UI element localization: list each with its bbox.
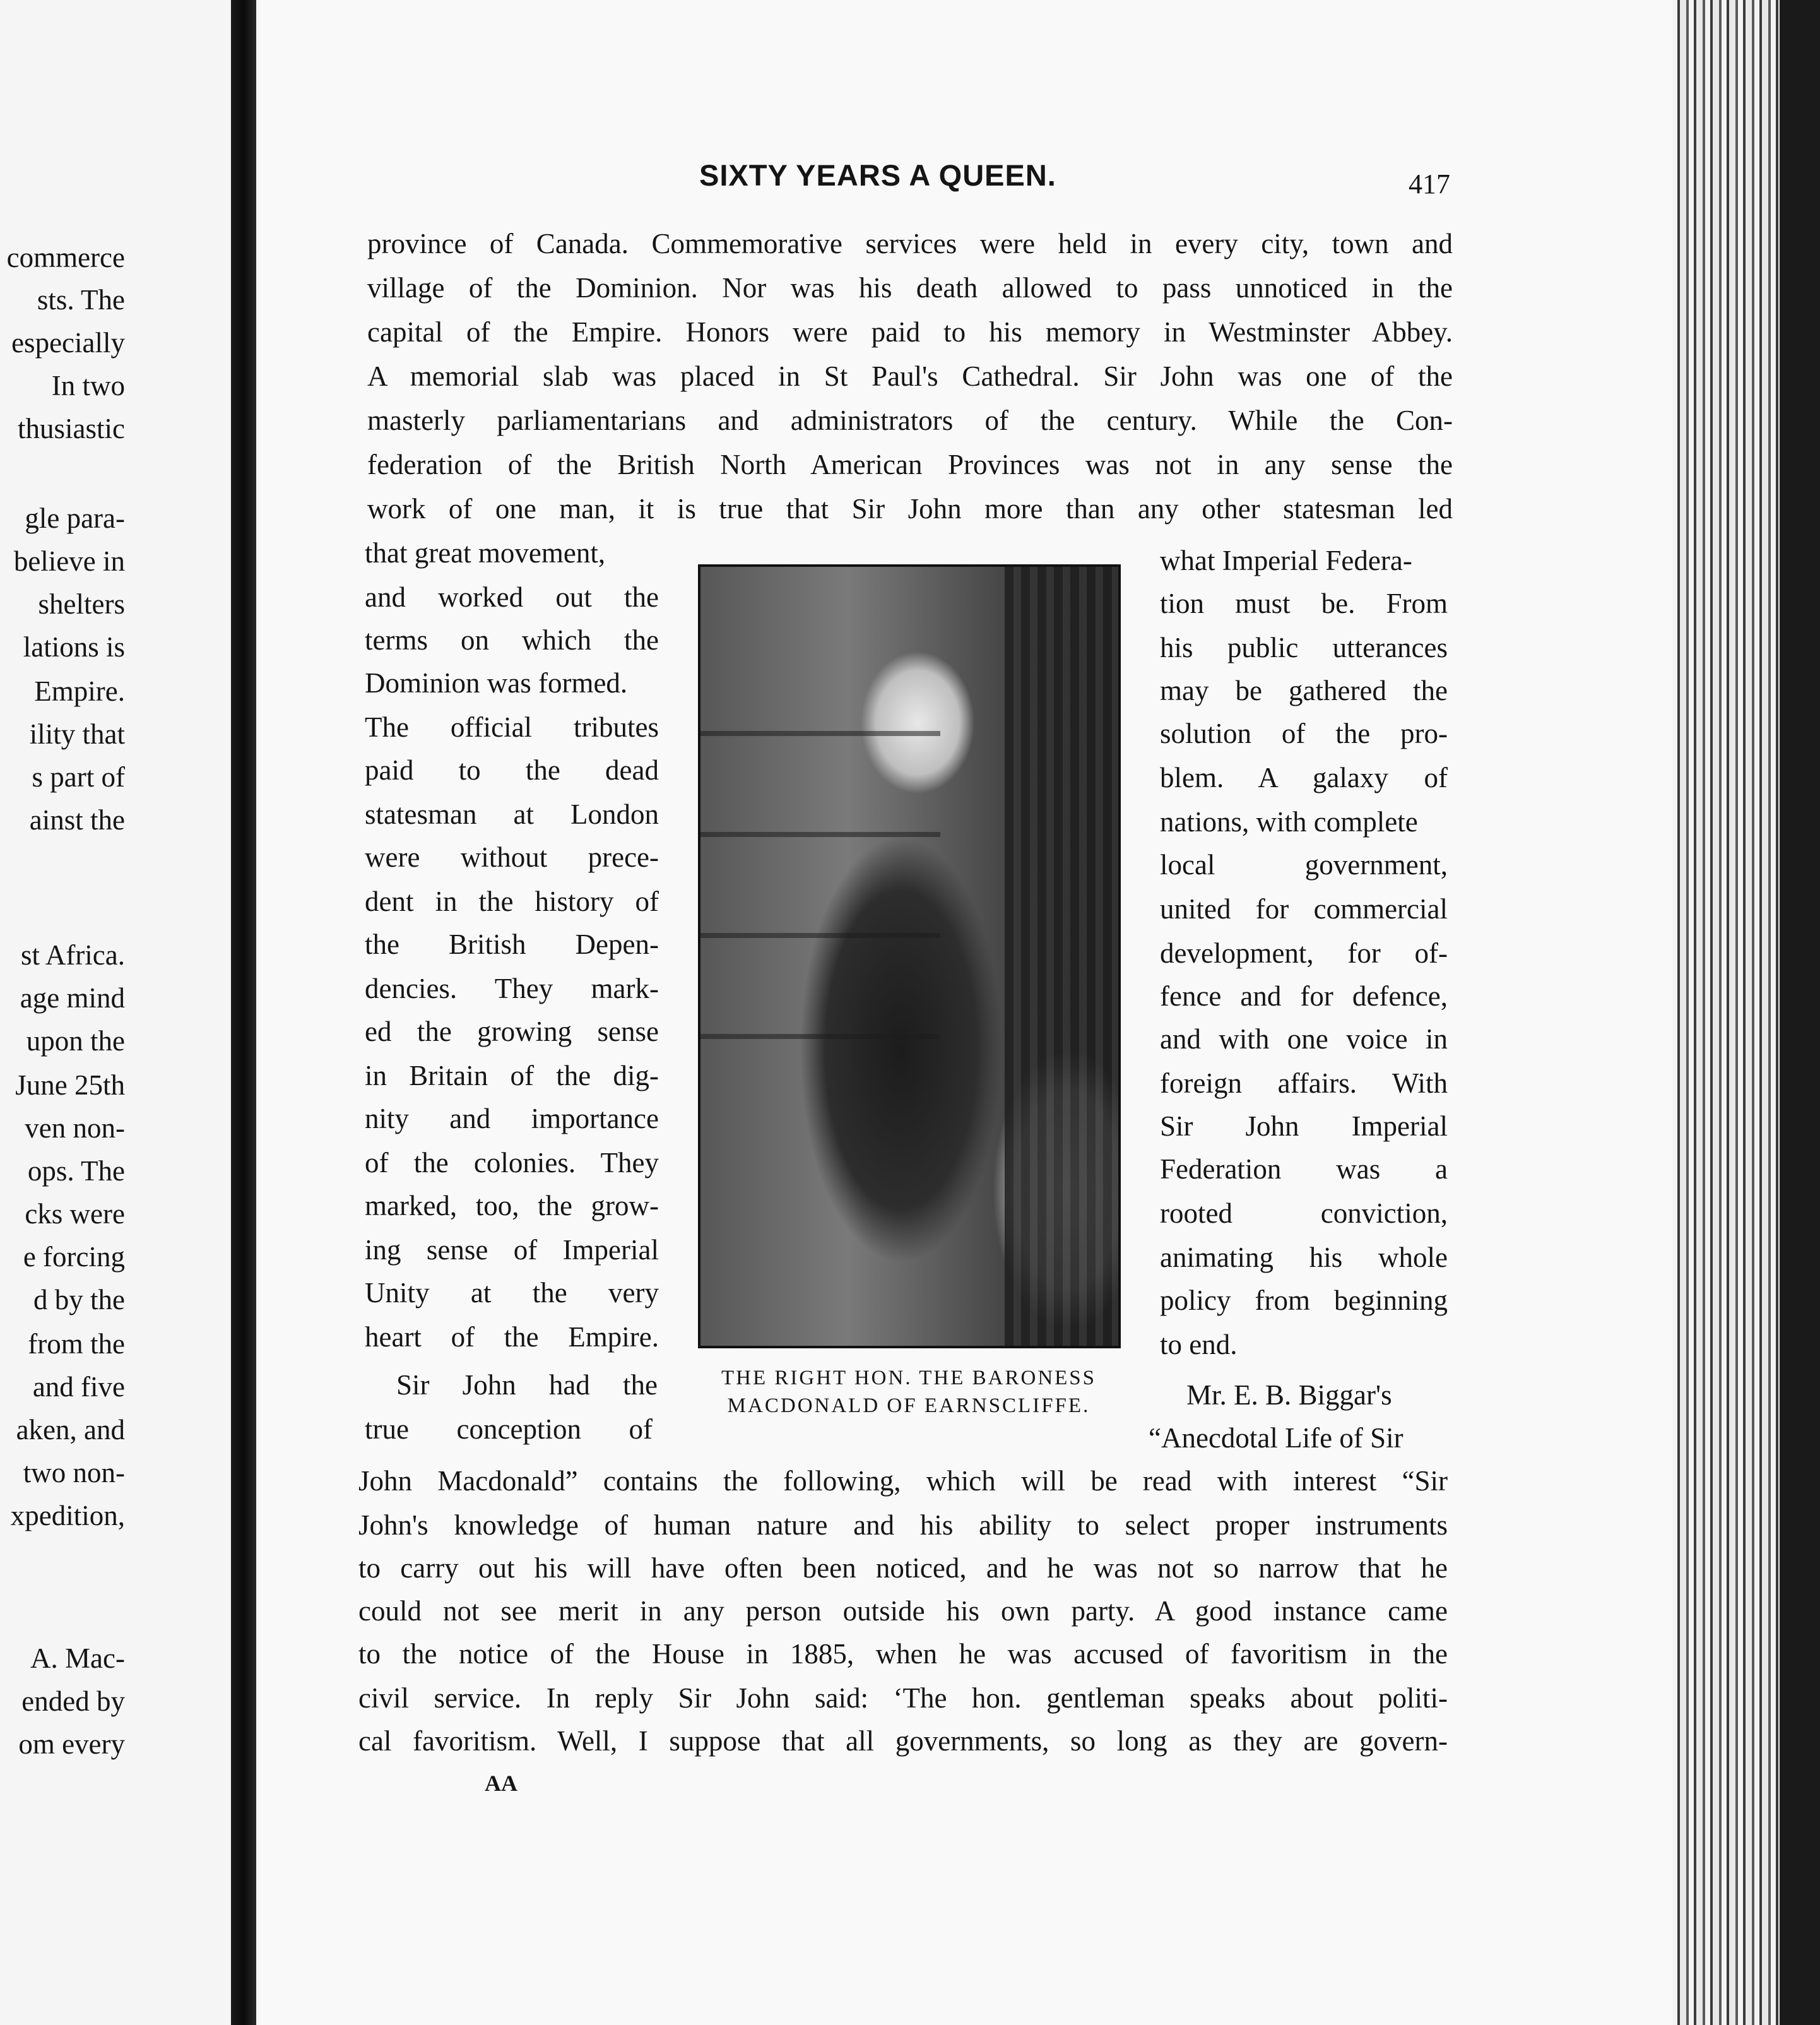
portrait-shelf bbox=[700, 933, 940, 938]
left-text-line: e forcing bbox=[23, 1241, 125, 1273]
left-text-line: age mind bbox=[20, 982, 125, 1014]
left-text-line: and five bbox=[32, 1371, 125, 1403]
right-column-line: animating his whole bbox=[1160, 1242, 1448, 1273]
left-text-line: sts. The bbox=[37, 284, 125, 316]
left-text-line: two non- bbox=[23, 1457, 125, 1488]
left-text-line: from the bbox=[28, 1328, 125, 1360]
left-column-line: nity and importance bbox=[365, 1103, 659, 1134]
portrait-shelf bbox=[700, 1034, 940, 1039]
left-text-line: In two bbox=[51, 370, 125, 401]
right-column-line: his public utterances bbox=[1160, 632, 1448, 663]
left-text-line: ainst the bbox=[29, 804, 125, 836]
portrait-photograph bbox=[698, 564, 1121, 1348]
right-column-line: policy from beginning bbox=[1160, 1285, 1448, 1316]
page-number: 417 bbox=[1409, 169, 1450, 199]
body-line: A memorial slab was placed in St Paul's Cathedral. Sir John was one of the bbox=[367, 360, 1453, 392]
signature-mark: AA bbox=[485, 1771, 517, 1796]
left-text-line: believe in bbox=[13, 545, 125, 577]
running-head: SIXTY YEARS A QUEEN. bbox=[699, 158, 1056, 192]
left-page-fragment bbox=[0, 0, 231, 2025]
right-column-line: Mr. E. B. Biggar's bbox=[1186, 1379, 1392, 1411]
left-column-line: dencies. They mark- bbox=[365, 973, 659, 1004]
right-column-line: rooted conviction, bbox=[1160, 1197, 1448, 1229]
right-column-line: Sir John Imperial bbox=[1160, 1110, 1448, 1142]
left-column-line: terms on which the bbox=[365, 624, 659, 656]
body-line: to the notice of the House in 1885, when he was accused of favoritism in the bbox=[358, 1638, 1448, 1670]
left-column-line: paid to the dead bbox=[365, 754, 659, 786]
body-line: work of one man, it is true that Sir John more than any other statesman led bbox=[367, 493, 1453, 525]
body-line: cal favoritism. Well, I suppose that all governments, so long as they are govern- bbox=[358, 1725, 1448, 1757]
body-line: civil service. In reply Sir John said: ‘The hon. gentleman speaks about politi- bbox=[358, 1682, 1448, 1714]
body-line: to carry out his will have often been noticed, and he was not so narrow that he bbox=[358, 1552, 1448, 1584]
left-text-line: lations is bbox=[23, 631, 125, 663]
left-column-line: Dominion was formed. bbox=[365, 667, 628, 699]
left-column-line: of the colonies. They bbox=[365, 1147, 659, 1179]
left-column-line: ing sense of Imperial bbox=[365, 1234, 659, 1266]
book-gutter bbox=[231, 0, 256, 2025]
left-column-line: Unity at the very bbox=[365, 1277, 659, 1309]
right-column-line: local government, bbox=[1160, 849, 1448, 881]
right-column-line: nations, with complete bbox=[1160, 806, 1418, 838]
left-text-line: om every bbox=[18, 1728, 125, 1760]
portrait-caption-line: THE RIGHT HON. THE BARONESS bbox=[721, 1367, 1097, 1389]
body-line: could not see merit in any person outside his own party. A good instance came bbox=[358, 1595, 1448, 1627]
right-column-line: may be gathered the bbox=[1160, 675, 1448, 706]
left-text-line: especially bbox=[11, 327, 125, 359]
left-column-line: dent in the history of bbox=[365, 886, 659, 917]
body-line: John Macdonald” contains the following, which will be read with interest “Sir bbox=[358, 1465, 1448, 1497]
body-line: John's knowledge of human nature and his ability to select proper instruments bbox=[358, 1509, 1448, 1541]
right-column-line: tion must be. From bbox=[1160, 588, 1448, 619]
right-column-line: solution of the pro- bbox=[1160, 718, 1448, 749]
left-text-line: d by the bbox=[33, 1284, 125, 1315]
right-column-line: and with one voice in bbox=[1160, 1023, 1448, 1055]
left-text-line: ility that bbox=[29, 718, 125, 750]
right-column-line: blem. A galaxy of bbox=[1160, 762, 1448, 793]
right-column-line: what Imperial Federa- bbox=[1160, 545, 1412, 576]
left-column-line: in Britain of the dig- bbox=[365, 1060, 659, 1091]
body-line: capital of the Empire. Honors were paid to his memory in Westminster Abbey. bbox=[367, 316, 1453, 348]
left-text-line: Empire. bbox=[34, 675, 125, 707]
body-line: masterly parliamentarians and administrators of the century. While the Con- bbox=[367, 405, 1453, 436]
body-line: village of the Dominion. Nor was his death allowed to pass unnoticed in the bbox=[367, 272, 1453, 304]
left-column-line: heart of the Empire. bbox=[365, 1321, 659, 1353]
book-cover-edge bbox=[1780, 0, 1820, 2025]
left-column-line: the British Depen- bbox=[365, 929, 659, 960]
portrait-caption-line: MACDONALD OF EARNSCLIFFE. bbox=[727, 1394, 1090, 1417]
left-column-line: ed the growing sense bbox=[365, 1016, 659, 1047]
right-column-line: Federation was a bbox=[1160, 1153, 1448, 1185]
left-text-line: aken, and bbox=[16, 1414, 125, 1446]
left-column-line: and worked out the bbox=[365, 581, 659, 613]
left-column-line: statesman at London bbox=[365, 799, 659, 830]
left-text-line: xpedition, bbox=[10, 1500, 125, 1531]
body-line: province of Canada. Commemorative services were held in every city, town and bbox=[367, 228, 1453, 259]
left-text-line: ops. The bbox=[27, 1155, 125, 1187]
left-text-line: s part of bbox=[32, 761, 125, 793]
left-text-line: A. Mac- bbox=[30, 1642, 125, 1674]
body-line: federation of the British North American Provinces was not in any sense the bbox=[367, 449, 1453, 480]
left-text-line: June 25th bbox=[15, 1069, 125, 1101]
left-text-line: cks were bbox=[25, 1198, 125, 1230]
portrait-shelf bbox=[700, 731, 940, 736]
left-column-line: true conception of bbox=[365, 1413, 653, 1445]
left-text-line: ended by bbox=[21, 1685, 125, 1717]
left-column-line: marked, too, the grow- bbox=[365, 1190, 659, 1221]
left-text-line: ven non- bbox=[25, 1112, 125, 1144]
left-text-line: st Africa. bbox=[21, 939, 125, 971]
left-column-line: The official tributes bbox=[365, 711, 659, 743]
portrait-shelf bbox=[700, 832, 940, 837]
left-column-line: Sir John had the bbox=[396, 1369, 658, 1401]
portrait-curtain bbox=[1005, 567, 1118, 1346]
left-text-line: upon the bbox=[26, 1025, 125, 1057]
left-column-line: were without prece- bbox=[365, 841, 659, 873]
left-text-line: gle para- bbox=[25, 502, 125, 534]
left-text-line: shelters bbox=[38, 588, 125, 620]
left-text-line: commerce bbox=[6, 242, 125, 273]
right-column-line: development, for of- bbox=[1160, 937, 1448, 969]
right-column-line: foreign affairs. With bbox=[1160, 1067, 1448, 1099]
left-text-line: thusiastic bbox=[18, 413, 125, 444]
right-column-line: to end. bbox=[1160, 1329, 1238, 1360]
right-column-line: united for commercial bbox=[1160, 893, 1448, 925]
left-column-line: that great movement, bbox=[365, 537, 606, 569]
right-column-line: “Anecdotal Life of Sir bbox=[1149, 1422, 1403, 1454]
right-column-line: fence and for defence, bbox=[1160, 980, 1448, 1012]
